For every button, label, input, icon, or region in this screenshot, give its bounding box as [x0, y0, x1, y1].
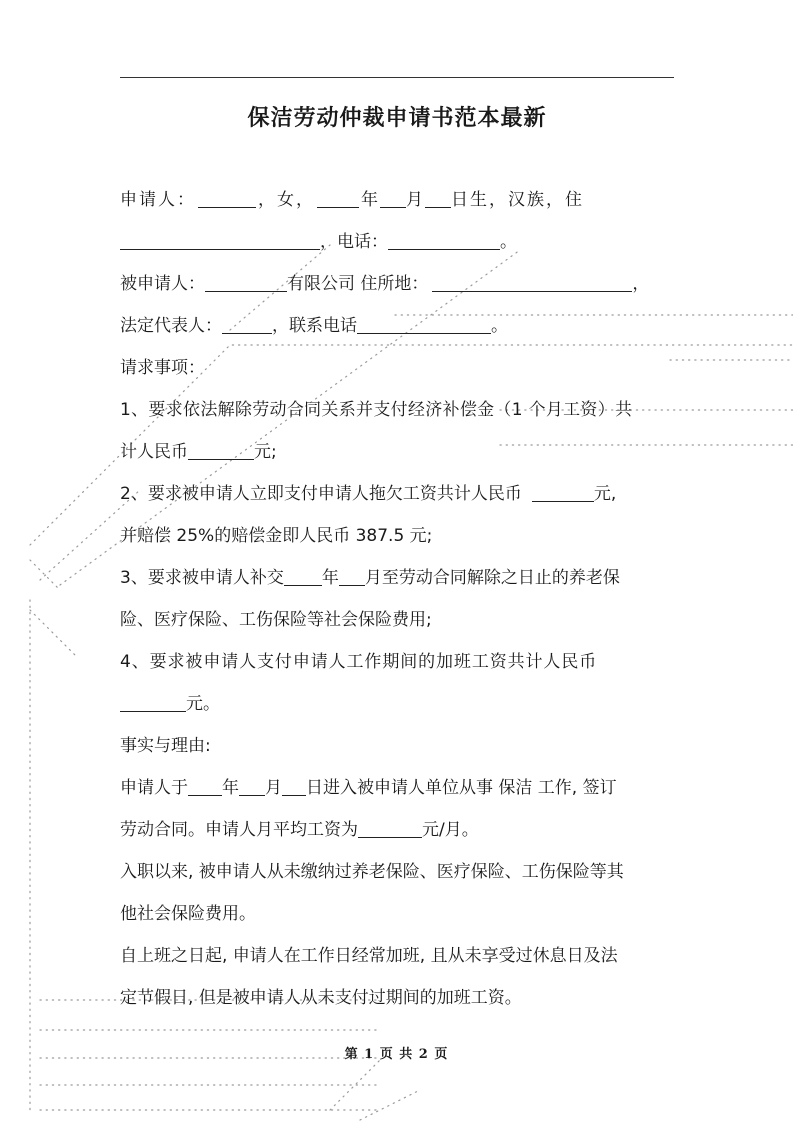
- facts-line-2: 劳动合同。申请人月平均工资为 元/月。: [120, 820, 479, 840]
- birth-day-blank[interactable]: [425, 189, 451, 208]
- applicant-line: 申请人： ，女， 年 月 日生，汉族，住: [120, 190, 584, 210]
- company-blank[interactable]: [205, 273, 287, 292]
- entry-month-blank[interactable]: [239, 777, 265, 796]
- claim-2-line-2: 并赔偿 25%的赔偿金即人民币 387.5 元;: [120, 526, 433, 546]
- claim-4-line-2: 元。: [120, 691, 676, 717]
- name-blank[interactable]: [198, 189, 256, 208]
- legal-rep-blank[interactable]: [222, 315, 272, 334]
- page-footer: 第 1 页 共 2 页: [344, 1047, 449, 1062]
- applicant-address-line: ，电话： 。: [120, 229, 676, 255]
- legal-rep-line: 法定代表人： ，联系电话 。: [120, 316, 508, 336]
- header-rule: [120, 77, 674, 78]
- claim-2-line-1: 2、要求被申请人立即支付申请人拖欠工资共计人民币 元,: [120, 484, 617, 504]
- phone-blank[interactable]: [388, 231, 500, 250]
- facts-line-3: 入职以来, 被申请人从未缴纳过养老保险、医疗保险、工伤保险等其: [120, 862, 624, 882]
- birth-month-blank[interactable]: [380, 189, 406, 208]
- monthly-wage-blank[interactable]: [358, 819, 422, 838]
- claim-4-line-1: 4、要求被申请人支付申请人工作期间的加班工资共计人民币: [120, 652, 598, 672]
- address-blank[interactable]: [120, 231, 320, 250]
- claim-1-line-2: 计人民币 元;: [120, 442, 277, 462]
- contact-phone-blank[interactable]: [357, 315, 491, 334]
- entry-day-blank[interactable]: [282, 777, 306, 796]
- overtime-amount-blank[interactable]: [120, 693, 186, 712]
- respondent-address-blank[interactable]: [432, 273, 632, 292]
- insurance-month-blank[interactable]: [339, 567, 365, 586]
- compensation-amount-blank[interactable]: [188, 441, 254, 460]
- birth-year-blank[interactable]: [317, 189, 359, 208]
- unpaid-wages-blank[interactable]: [532, 483, 594, 502]
- facts-line-1: 申请人于 年 月 日进入被申请人单位从事 保洁 工作, 签订: [120, 778, 617, 798]
- claim-1-line-1: 1、要求依法解除劳动合同关系并支付经济补偿金（1 个月工资）共: [120, 400, 633, 420]
- entry-year-blank[interactable]: [188, 777, 222, 796]
- insurance-year-blank[interactable]: [284, 567, 322, 586]
- claim-3-line-2: 险、医疗保险、工伤保险等社会保险费用;: [120, 610, 432, 630]
- document-title: 保洁劳动仲裁申请书范本最新: [247, 106, 547, 131]
- facts-line-6: 定节假日, 但是被申请人从未支付过期间的加班工资。: [120, 988, 522, 1008]
- facts-heading: 事实与理由:: [120, 736, 211, 756]
- claim-3-line-1: 3、要求被申请人补交 年 月至劳动合同解除之日止的养老保: [120, 568, 620, 588]
- respondent-line: 被申请人： 有限公司 住所地： ，: [120, 274, 650, 294]
- facts-line-5: 自上班之日起, 申请人在工作日经常加班, 且从未享受过休息日及法: [120, 946, 618, 966]
- claims-heading: 请求事项：: [120, 358, 205, 378]
- facts-line-4: 他社会保险费用。: [120, 904, 256, 924]
